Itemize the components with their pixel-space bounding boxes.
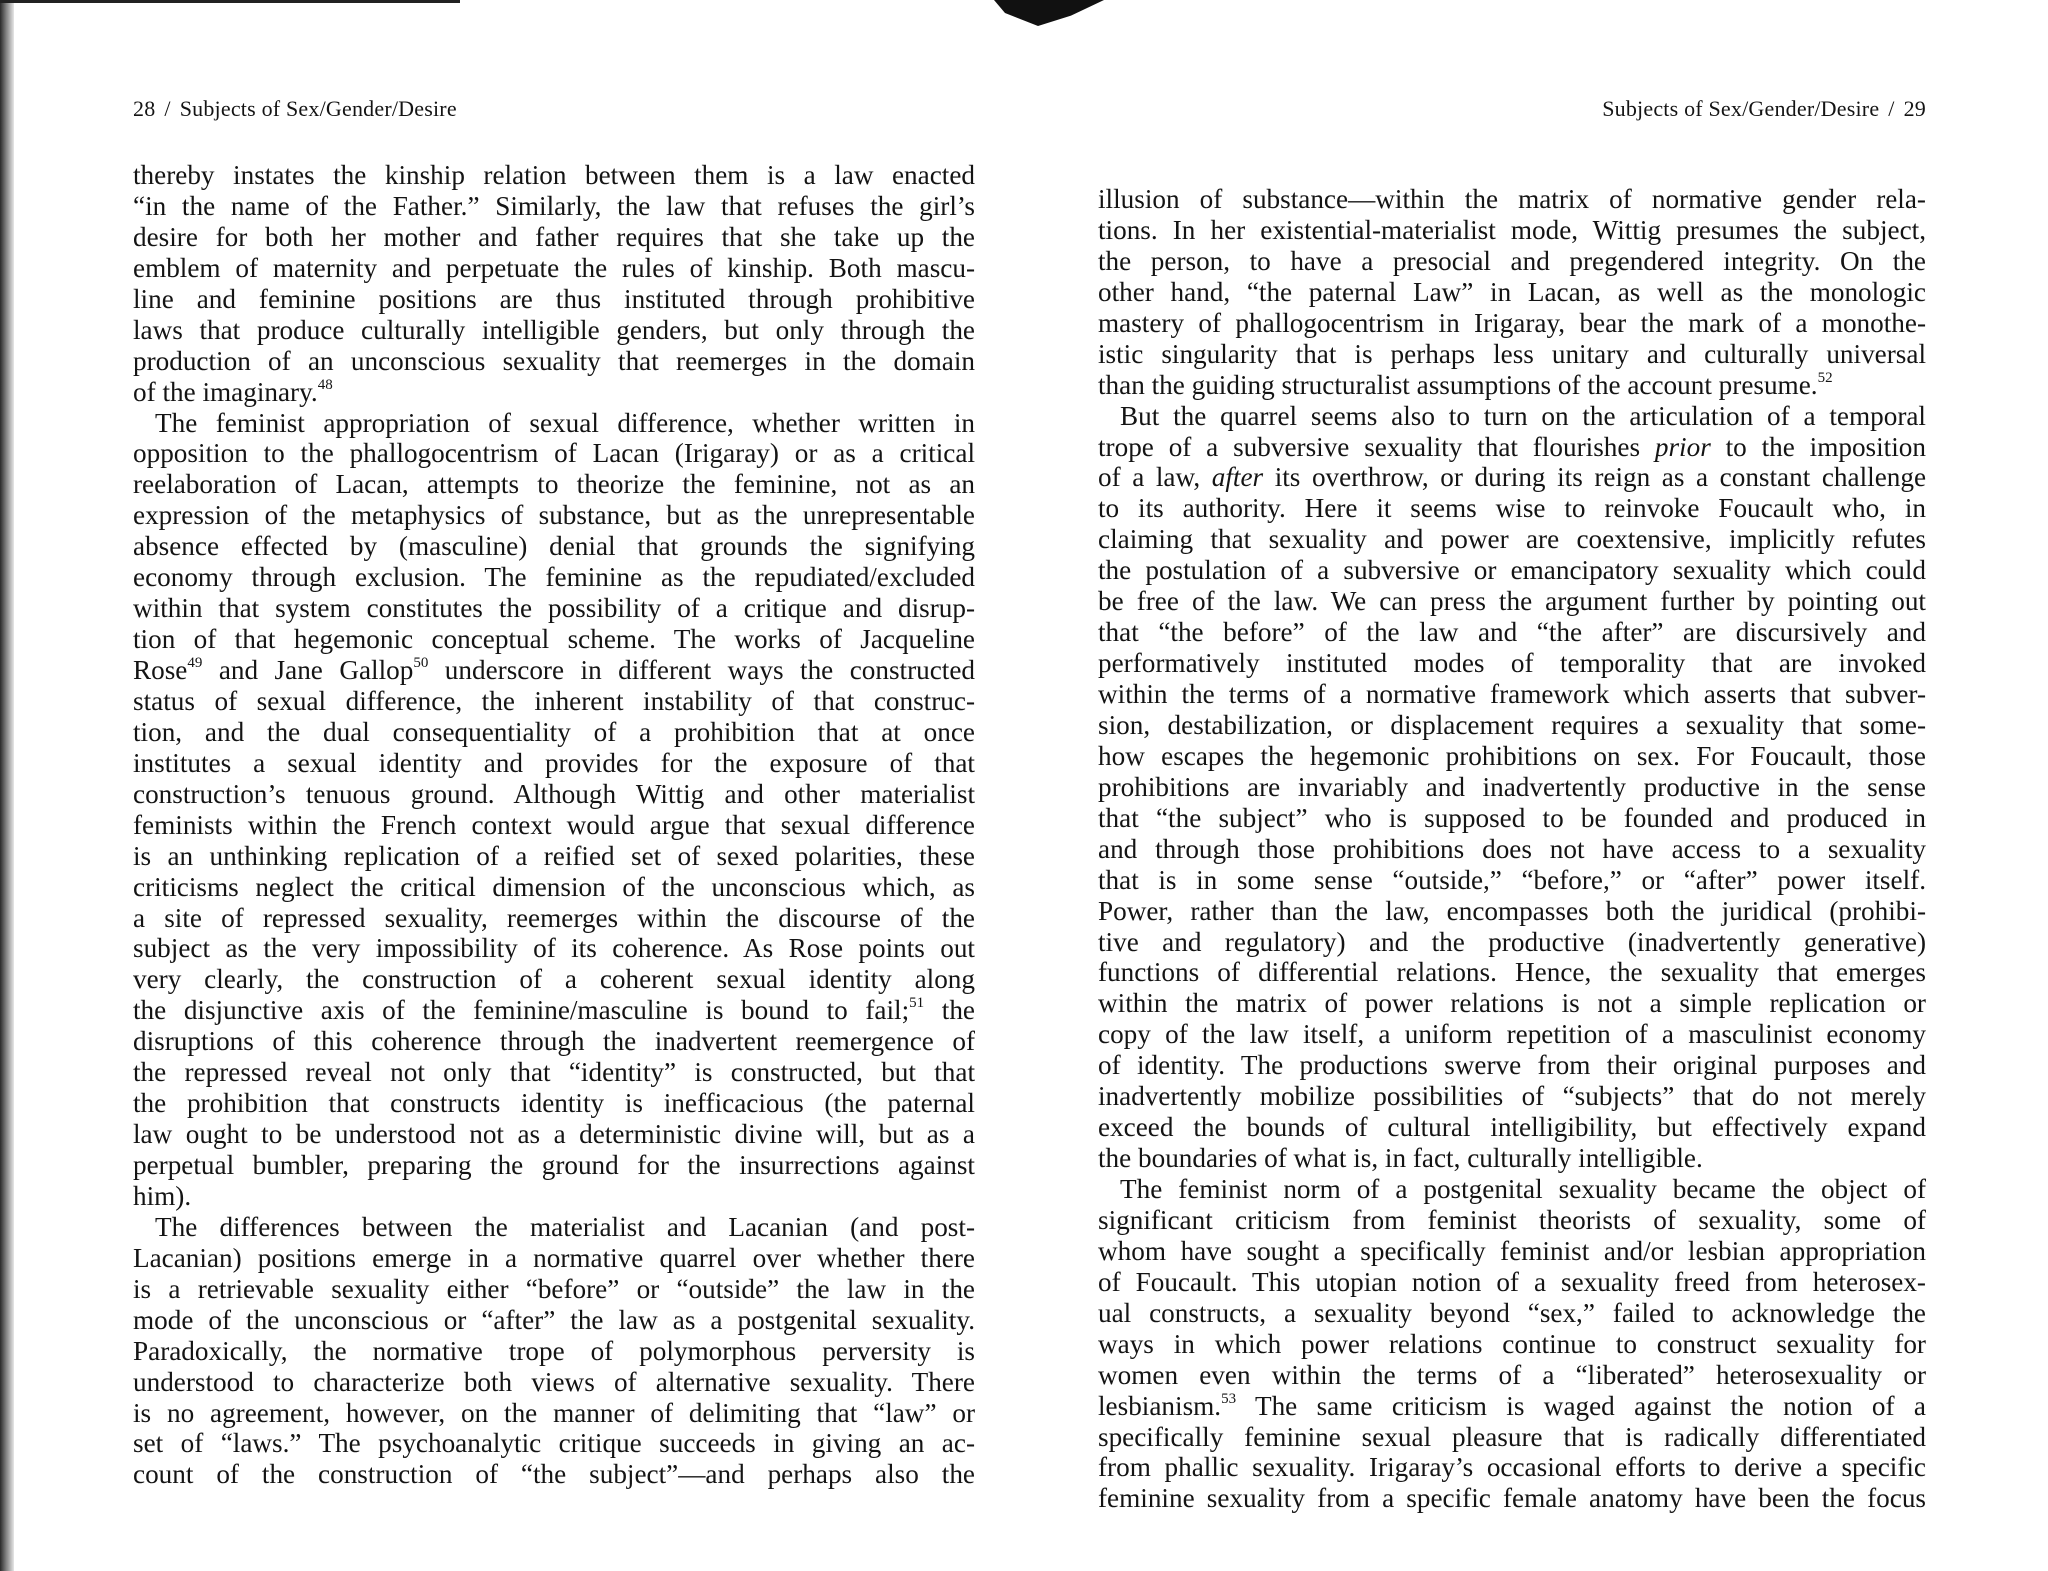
text-line bbox=[133, 686, 975, 717]
text-line bbox=[1098, 679, 1926, 710]
line-text: is no agreement, however, on the manner of delimiting that “law” or bbox=[133, 1397, 975, 1428]
line-text: feminists within the French context would argue that sexual difference bbox=[133, 809, 975, 840]
text-line bbox=[133, 500, 975, 531]
line-text: the postulation of a subversive or emancipatory sexuality which could bbox=[1098, 555, 1926, 586]
line-text: that “the before” of the law and “the after” are discursively and bbox=[1098, 617, 1926, 648]
line-text: than the guiding structuralist assumptions of the account presume. bbox=[1098, 369, 1818, 400]
line-text: opposition to the phallogocentrism of Lacan (Irigaray) or as a critical bbox=[133, 438, 975, 469]
text-line bbox=[133, 933, 975, 964]
text-line bbox=[1098, 1081, 1926, 1112]
text-line bbox=[1098, 308, 1926, 339]
text-line bbox=[1098, 617, 1926, 648]
book-spine-shadow bbox=[0, 0, 14, 1571]
left-running-head: 28 / Subjects of Sex/Gender/Desire bbox=[133, 96, 457, 121]
line-text: is an unthinking replication of a reified set of sexed polarities, these bbox=[133, 840, 975, 871]
line-text: performatively instituted modes of temporality that are invoked bbox=[1098, 648, 1926, 679]
line-text: the person, to have a presocial and pregendered integrity. On the bbox=[1098, 245, 1926, 276]
line-text: claiming that sexuality and power are coextensive, implicitly refutes bbox=[1098, 524, 1926, 555]
line-text: The feminist norm of a postgenital sexuality became the object of bbox=[1120, 1174, 1926, 1204]
text-line bbox=[133, 1428, 975, 1459]
text-line bbox=[133, 408, 975, 439]
text-line bbox=[1098, 741, 1926, 772]
text-line bbox=[133, 655, 975, 686]
line-text: of the imaginary. bbox=[133, 376, 318, 407]
line-text: tions. In her existential-materialist mode, Wittig presumes the subject, bbox=[1098, 214, 1926, 245]
line-text: thereby instates the kinship relation between them is a law enacted bbox=[133, 160, 975, 190]
text-line bbox=[133, 717, 975, 748]
line-text: tion, and the dual consequentiality of a prohibition that at once bbox=[133, 716, 975, 747]
line-text: the disjunctive axis of the feminine/masculine is bound to fail; bbox=[133, 995, 910, 1026]
line-text: The differences between the materialist and Lacanian (and post- bbox=[155, 1211, 975, 1242]
text-line bbox=[1098, 710, 1926, 741]
text-line bbox=[1098, 834, 1926, 865]
text-line bbox=[133, 346, 975, 377]
text-line bbox=[133, 1459, 975, 1490]
line-text: functions of differential relations. Hence, the sexuality that emerges bbox=[1098, 957, 1926, 988]
line-text: desire for both her mother and father requires that she take up the bbox=[133, 221, 975, 252]
line-text-continued: and Jane Gallop bbox=[202, 655, 414, 685]
text-line bbox=[1098, 370, 1926, 401]
line-text: institutes a sexual identity and provides for the exposure of that bbox=[133, 747, 975, 778]
line-text: other hand, “the paternal Law” in Lacan, as well as the monologic bbox=[1098, 276, 1926, 307]
line-text: absence effected by (masculine) denial that grounds the signifying bbox=[133, 531, 975, 562]
line-text: inadvertently mobilize possibilities of “subjects” that do not merely bbox=[1098, 1081, 1926, 1112]
text-line bbox=[1098, 927, 1926, 958]
text-line bbox=[133, 1088, 975, 1119]
line-text-continued: The same criticism is waged against the notion of a bbox=[1236, 1390, 1926, 1421]
text-line bbox=[1098, 1422, 1926, 1453]
line-text: trope of a subversive sexuality that flourishes bbox=[1098, 431, 1655, 462]
text-line bbox=[133, 1026, 975, 1057]
text-line bbox=[1098, 1050, 1926, 1081]
footnote-marker: 52 bbox=[1817, 369, 1833, 386]
line-text: to its authority. Here it seems wise to reinvoke Foucault who, in bbox=[1098, 493, 1926, 524]
text-line bbox=[1098, 1483, 1926, 1514]
text-line bbox=[133, 1119, 975, 1150]
line-text: subject as the very impossibility of its coherence. As Rose points out bbox=[133, 933, 975, 964]
line-text: ual constructs, a sexuality beyond “sex,” failed to acknowledge the bbox=[1098, 1297, 1926, 1328]
left-running-title: Subjects of Sex/Gender/Desire bbox=[179, 96, 457, 121]
line-text: prohibitions are invariably and inadvertently productive in the sense bbox=[1098, 771, 1926, 802]
text-line bbox=[133, 438, 975, 469]
text-line bbox=[1098, 1298, 1926, 1329]
right-running-head: Subjects of Sex/Gender/Desire / 29 bbox=[1602, 96, 1926, 121]
text-line bbox=[133, 377, 975, 408]
text-line bbox=[133, 964, 975, 995]
emphasis-text: prior bbox=[1654, 431, 1711, 462]
line-text: mastery of phallogocentrism in Irigaray, bear the mark of a monothe- bbox=[1098, 307, 1926, 338]
footnote-marker: 53 bbox=[1221, 1390, 1237, 1407]
line-text: is a retrievable sexuality either “before” or “outside” the law in the bbox=[133, 1273, 975, 1304]
text-line bbox=[1098, 1143, 1926, 1174]
line-text: tion of that hegemonic conceptual scheme. The works of Jacqueline bbox=[133, 624, 975, 655]
line-text: disruptions of this coherence through the inadvertent reemergence of bbox=[133, 1026, 975, 1057]
text-line bbox=[1098, 555, 1926, 586]
line-text: “in the name of the Father.” Similarly, the law that refuses the girl’s bbox=[133, 190, 975, 221]
text-line bbox=[133, 995, 975, 1026]
text-line bbox=[1098, 1019, 1926, 1050]
text-line bbox=[133, 160, 975, 191]
text-line bbox=[1098, 1360, 1926, 1391]
text-line bbox=[1098, 339, 1926, 370]
line-text: set of “laws.” The psychoanalytic critique succeeds in giving an ac- bbox=[133, 1428, 975, 1459]
line-text: construction’s tenuous ground. Although Wittig and other materialist bbox=[133, 778, 975, 809]
text-line bbox=[133, 1305, 975, 1336]
line-text: of Foucault. This utopian notion of a sexuality freed from heterosex- bbox=[1098, 1266, 1926, 1297]
line-text: that “the subject” who is supposed to be founded and produced in bbox=[1098, 802, 1926, 833]
line-text: perpetual bumbler, preparing the ground for the insurrections against bbox=[133, 1150, 975, 1180]
line-text: how escapes the hegemonic prohibitions on sex. For Foucault, those bbox=[1098, 740, 1926, 771]
line-text: understood to characterize both views of alternative sexuality. There bbox=[133, 1366, 975, 1397]
line-text: emblem of maternity and perpetuate the rules of kinship. Both mascu- bbox=[133, 252, 975, 283]
text-line bbox=[133, 593, 975, 624]
line-text: within that system constitutes the possibility of a critique and disrup- bbox=[133, 593, 975, 624]
line-text: a site of repressed sexuality, reemerges within the discourse of the bbox=[133, 902, 975, 933]
line-text: the repressed reveal not only that “identity” is constructed, but that bbox=[133, 1057, 975, 1088]
left-page-number: 28 bbox=[133, 96, 156, 121]
line-text: within the matrix of power relations is not a simple replication or bbox=[1098, 988, 1926, 1019]
text-line bbox=[133, 748, 975, 779]
line-text: Lacanian) positions emerge in a normative quarrel over whether there bbox=[133, 1242, 975, 1273]
line-text: The feminist appropriation of sexual difference, whether written in bbox=[155, 407, 975, 438]
text-line bbox=[133, 1181, 975, 1212]
text-line bbox=[133, 903, 975, 934]
text-line bbox=[1098, 462, 1926, 493]
line-text: that is in some sense “outside,” “before,” or “after” power itself. bbox=[1098, 864, 1926, 895]
text-line bbox=[1098, 586, 1926, 617]
line-text: Paradoxically, the normative trope of polymorphous perversity is bbox=[133, 1335, 975, 1366]
line-text: laws that produce culturally intelligible genders, but only through the bbox=[133, 314, 975, 345]
line-text: mode of the unconscious or “after” the law as a postgenital sexuality. bbox=[133, 1304, 975, 1335]
line-text: of identity. The productions swerve from their original purposes and bbox=[1098, 1050, 1926, 1081]
text-line bbox=[133, 315, 975, 346]
line-text: within the terms of a normative framework which asserts that subver- bbox=[1098, 679, 1926, 709]
footnote-marker: 51 bbox=[909, 995, 925, 1012]
line-text: significant criticism from feminist theorists of sexuality, some of bbox=[1098, 1204, 1926, 1235]
text-line bbox=[133, 779, 975, 810]
text-line bbox=[1098, 1174, 1926, 1205]
line-text: Rose bbox=[133, 655, 188, 685]
text-line bbox=[1098, 772, 1926, 803]
text-line bbox=[133, 872, 975, 903]
line-text: feminine sexuality from a specific female anatomy have been the focus bbox=[1098, 1483, 1926, 1514]
text-line bbox=[133, 1274, 975, 1305]
right-page bbox=[1098, 98, 1926, 1514]
right-running-title: Subjects of Sex/Gender/Desire bbox=[1602, 96, 1880, 121]
right-page-number: 29 bbox=[1903, 96, 1926, 121]
line-text: specifically feminine sexual pleasure that is radically differentiated bbox=[1098, 1421, 1926, 1452]
line-text: illusion of substance—within the matrix of normative gender rela- bbox=[1098, 184, 1926, 214]
text-line bbox=[1098, 803, 1926, 834]
line-text: istic singularity that is perhaps less unitary and culturally universal bbox=[1098, 338, 1926, 369]
line-text: economy through exclusion. The feminine as the repudiated/excluded bbox=[133, 562, 975, 593]
line-text: criticisms neglect the critical dimension of the unconscious which, as bbox=[133, 871, 975, 902]
line-text: production of an unconscious sexuality that reemerges in the domain bbox=[133, 345, 975, 376]
line-text: of a law, bbox=[1098, 462, 1212, 493]
footnote-marker: 50 bbox=[413, 655, 429, 671]
line-text: But the quarrel seems also to turn on the articulation of a temporal bbox=[1120, 400, 1926, 431]
line-text: Power, rather than the law, encompasses both the juridical (prohibi- bbox=[1098, 895, 1926, 926]
text-line bbox=[133, 1057, 975, 1088]
line-text: exceed the bounds of cultural intelligibility, but effectively expand bbox=[1098, 1112, 1926, 1143]
line-text: law ought to be understood not as a deterministic divine will, but as a bbox=[133, 1119, 975, 1150]
line-text-continued: the bbox=[924, 995, 975, 1026]
text-line bbox=[133, 624, 975, 655]
text-line bbox=[133, 284, 975, 315]
text-line bbox=[133, 1212, 975, 1243]
line-text: copy of the law itself, a uniform repetition of a masculinist economy bbox=[1098, 1019, 1926, 1050]
footnote-marker: 49 bbox=[187, 655, 203, 671]
top-edge-rule bbox=[0, 0, 460, 3]
text-line bbox=[1098, 215, 1926, 246]
right-page-body bbox=[1098, 184, 1926, 1514]
text-line bbox=[1098, 184, 1926, 215]
text-line bbox=[1098, 1112, 1926, 1143]
text-line bbox=[1098, 865, 1926, 896]
text-line bbox=[1098, 277, 1926, 308]
text-line bbox=[1098, 988, 1926, 1019]
text-line bbox=[1098, 524, 1926, 555]
line-text: line and feminine positions are thus instituted through prohibitive bbox=[133, 283, 975, 314]
text-line bbox=[133, 531, 975, 562]
text-line bbox=[1098, 648, 1926, 679]
text-line bbox=[1098, 432, 1926, 463]
line-text: women even within the terms of a “liberated” heterosexuality or bbox=[1098, 1359, 1926, 1390]
emphasis-text: after bbox=[1211, 462, 1264, 493]
line-text: ways in which power relations continue to construct sexuality for bbox=[1098, 1328, 1926, 1359]
line-text: very clearly, the construction of a coherent sexual identity along bbox=[133, 964, 975, 995]
text-line bbox=[1098, 1236, 1926, 1267]
text-line bbox=[1098, 1267, 1926, 1298]
text-line bbox=[1098, 1329, 1926, 1360]
line-text-continued: to the imposition bbox=[1710, 431, 1926, 462]
text-line bbox=[133, 222, 975, 253]
text-line bbox=[133, 1367, 975, 1398]
text-line bbox=[1098, 1452, 1926, 1483]
footnote-marker: 48 bbox=[317, 376, 333, 393]
text-line bbox=[133, 810, 975, 841]
text-line bbox=[133, 562, 975, 593]
line-text: the prohibition that constructs identity is inefficacious (the paternal bbox=[133, 1088, 975, 1119]
line-text: him). bbox=[133, 1180, 192, 1211]
line-text: status of sexual difference, the inherent instability of that construc- bbox=[133, 685, 975, 716]
text-line bbox=[133, 253, 975, 284]
line-text: the boundaries of what is, in fact, culturally intelligible. bbox=[1098, 1143, 1703, 1174]
text-line bbox=[1098, 246, 1926, 277]
text-line bbox=[133, 469, 975, 500]
text-line bbox=[133, 841, 975, 872]
line-text: tive and regulatory) and the productive (inadvertently generative) bbox=[1098, 926, 1926, 957]
line-text: expression of the metaphysics of substance, but as the unrepresentable bbox=[133, 500, 975, 531]
line-text: and through those prohibitions does not have access to a sexuality bbox=[1098, 833, 1926, 864]
text-line bbox=[133, 1336, 975, 1367]
text-line bbox=[133, 191, 975, 222]
text-line bbox=[133, 1398, 975, 1429]
line-text: be free of the law. We can press the argument further by pointing out bbox=[1098, 586, 1926, 617]
text-line bbox=[1098, 1391, 1926, 1422]
text-line bbox=[133, 1243, 975, 1274]
text-line bbox=[1098, 493, 1926, 524]
line-text-continued: underscore in different ways the constructed bbox=[428, 655, 975, 685]
line-text: lesbianism. bbox=[1098, 1390, 1222, 1421]
line-text: sion, destabilization, or displacement requires a sexuality that some- bbox=[1098, 709, 1926, 740]
text-line bbox=[1098, 896, 1926, 927]
line-text: count of the construction of “the subject”—and perhaps also the bbox=[133, 1459, 975, 1490]
text-line bbox=[1098, 401, 1926, 432]
left-page-body bbox=[133, 160, 975, 1490]
text-line bbox=[133, 1150, 975, 1181]
left-page bbox=[133, 98, 975, 1490]
line-text-continued: its overthrow, or during its reign as a constant challenge bbox=[1263, 462, 1926, 493]
text-line bbox=[1098, 957, 1926, 988]
text-line bbox=[1098, 1205, 1926, 1236]
line-text: whom have sought a specifically feminist and/or lesbian appropriation bbox=[1098, 1235, 1926, 1266]
line-text: from phallic sexuality. Irigaray’s occasional efforts to derive a specific bbox=[1098, 1452, 1926, 1483]
line-text: reelaboration of Lacan, attempts to theorize the feminine, not as an bbox=[133, 469, 975, 500]
gutter-shadow-mark bbox=[994, 0, 1104, 26]
